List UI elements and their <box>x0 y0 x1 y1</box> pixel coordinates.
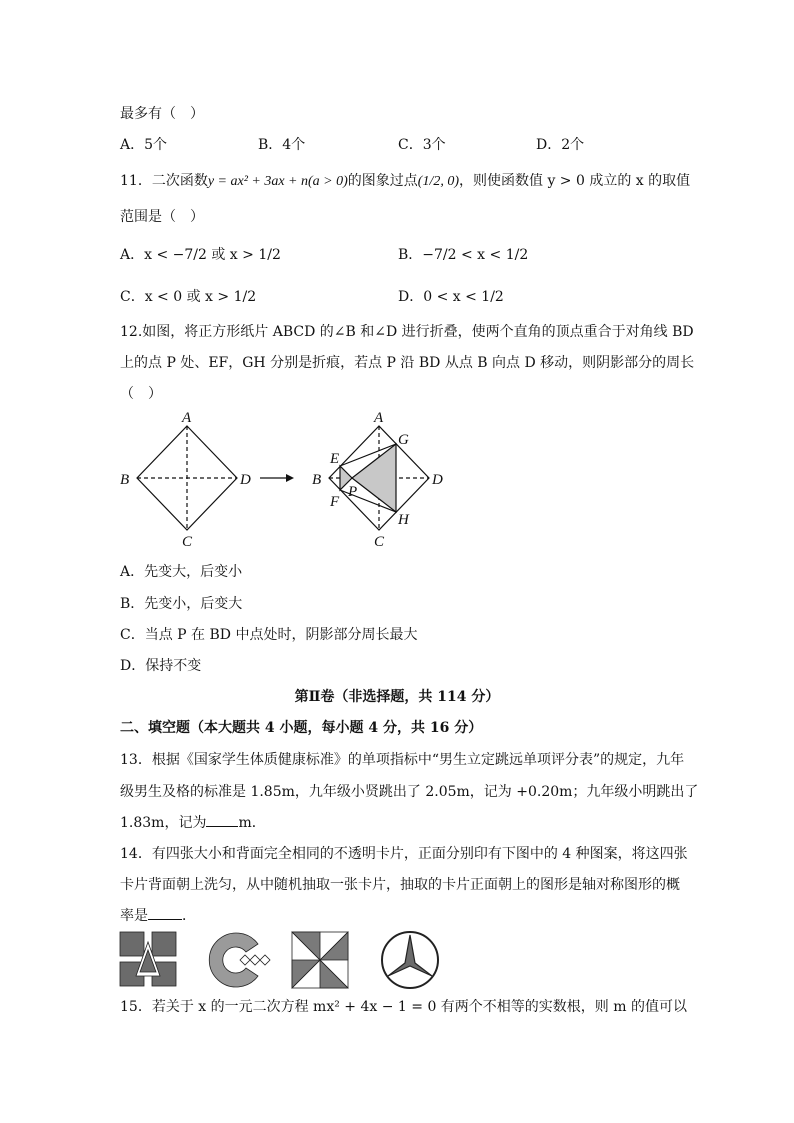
label-b-1: B <box>120 472 130 488</box>
square-abcd-folded <box>329 426 429 530</box>
label-d-1: D <box>240 472 251 488</box>
q14-line3 <box>120 905 196 925</box>
label-h: H <box>398 512 409 528</box>
q14-line3-start: 率是 <box>120 908 148 924</box>
q11-option-c: C．x < 0 或 x > 1/2 <box>120 289 257 305</box>
label-e: E <box>330 451 340 467</box>
q10-option-b: B．4个 <box>258 137 306 153</box>
q13-line2: 级男生及格的标准是 1.85m，九年级小贤跳出了 2.05m，记为 +0.20m；九年级小明跳出了 <box>120 784 699 800</box>
q14-patterns <box>118 930 448 990</box>
q13-line3-end: m． <box>238 815 266 831</box>
q12-line2: 上的点 P 处、EF，GH 分别是折痕，若点 P 沿 BD 从点 B 向点 D 移动，则阴影部分的周长 <box>120 355 695 371</box>
q14-line3-end: ． <box>182 908 196 924</box>
label-g: G <box>398 432 409 448</box>
q12-line1: 12.如图，将正方形纸片 ABCD 的∠B 和∠D 进行折叠，使两个直角的顶点重合于对角线 BD <box>120 324 694 340</box>
q11-function: y = ax² + 3ax + n(a > 0) <box>207 174 348 189</box>
section-2-heading: 二、填空题（本大题共 4 小题，每小题 4 分，共 16 分） <box>120 720 483 736</box>
label-f: F <box>330 494 340 510</box>
section-2-title: 第Ⅱ卷（非选择题，共 114 分） <box>294 689 500 705</box>
q12-figure <box>110 408 460 553</box>
q11-option-a: A．x < −7/2 或 x > 1/2 <box>120 247 281 263</box>
q11-point: (1/2, 0) <box>417 174 459 189</box>
q12-option-a: A．先变大，后变小 <box>120 564 243 580</box>
q11-option-d: D．0 < x < 1/2 <box>398 289 504 305</box>
q12-option-b: B．先变小，后变大 <box>120 596 243 612</box>
q11-prefix: 11．二次函数 <box>120 173 208 189</box>
q13-answer-blank[interactable] <box>206 826 238 827</box>
label-c-1: C <box>182 534 193 550</box>
arrow-icon <box>260 474 294 482</box>
q13-line3 <box>120 812 266 832</box>
q10-option-c: C．3个 <box>398 137 446 153</box>
q11-stem <box>120 170 690 190</box>
label-p: P <box>348 484 358 500</box>
q11-option-b: B．−7/2 < x < 1/2 <box>398 247 529 263</box>
q12-line3: （ ） <box>120 386 162 402</box>
pattern-pinwheel-icon <box>292 932 348 988</box>
square-abcd-original <box>137 426 237 530</box>
q14-line1: 14．有四张大小和背面完全相同的不透明卡片，正面分别印有下图中的 4 种图案，将这四张 <box>120 846 688 862</box>
label-c-2: C <box>374 534 385 550</box>
label-a-1: A <box>182 410 192 426</box>
q12-option-d: D．保持不变 <box>120 658 202 674</box>
label-b-2: B <box>312 472 322 488</box>
q10-option-d: D．2个 <box>536 137 585 153</box>
q14-line2: 卡片背面朝上洗匀，从中随机抽取一张卡片，抽取的卡片正面朝上的图形是轴对称图形的概 <box>120 877 680 893</box>
q11-line2: 范围是（ ） <box>120 209 204 225</box>
q14-answer-blank[interactable] <box>148 919 182 920</box>
pattern-c-shape-icon <box>209 933 270 987</box>
q10-option-a: A．5个 <box>120 137 168 153</box>
q11-suffix: ，则使函数值 y > 0 成立的 x 的取值 <box>459 173 691 189</box>
pattern-star-circle-icon <box>382 932 438 988</box>
label-d-2: D <box>432 472 443 488</box>
pattern-squares-icon <box>120 932 176 986</box>
q15-line1: 15．若关于 x 的一元二次方程 mx² + 4x − 1 = 0 有两个不相等的实数根，则 m 的值可以 <box>120 999 687 1015</box>
label-a-2: A <box>374 410 384 426</box>
q11-mid: 的图象过点 <box>347 173 418 189</box>
q12-option-c: C．当点 P 在 BD 中点处时，阴影部分周长最大 <box>120 627 418 643</box>
q10-tail: 最多有（ ） <box>120 106 204 122</box>
q13-line3-start: 1.83m，记为 <box>120 815 207 831</box>
q13-line1: 13．根据《国家学生体质健康标准》的单项指标中“男生立定跳远单项评分表”的规定，九年 <box>120 752 685 768</box>
